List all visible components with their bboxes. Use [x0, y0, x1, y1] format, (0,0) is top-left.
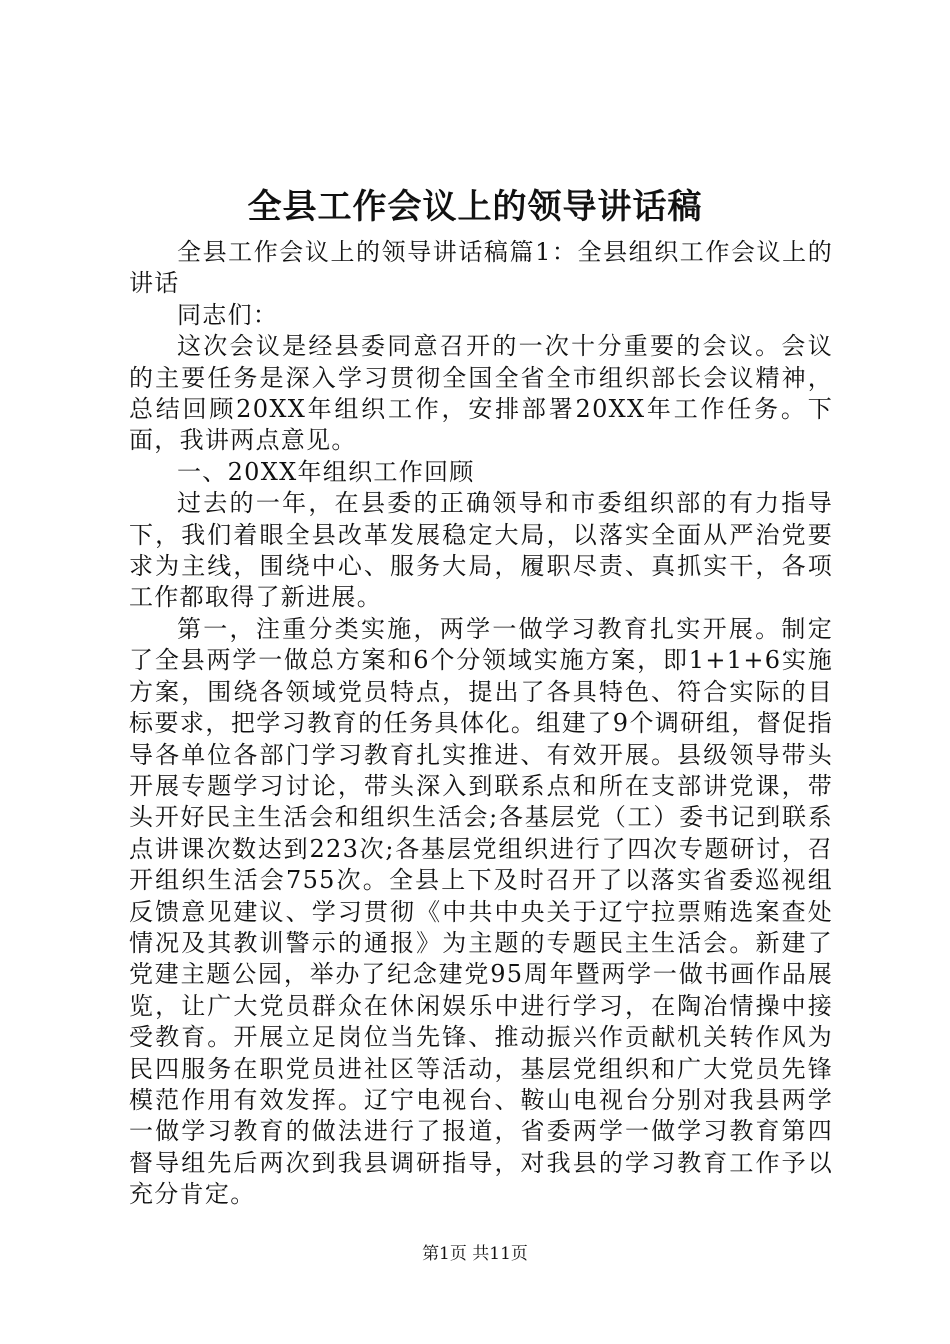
paragraph-salutation: 同志们： [177, 300, 279, 329]
paragraph-review: 过去的一年，在县委的正确领导和市委组织部的有力指导下，我们着眼全县改革发展稳定大局，以落实全面从严治党要求为主线，围绕中心、服务大局，履职尽责、真抓实干，各项工作都取得了新进展。 [129, 489, 833, 612]
section-heading: 一、20XX年组织工作回顾 [177, 457, 475, 486]
document-body [129, 237, 833, 1211]
paragraph-intro: 这次会议是经县委同意召开的一次十分重要的会议。会议的主要任务是深入学习贯彻全国全省全市组织部长会议精神，总结回顾20XX年组织工作，安排部署20XX年工作任务。下面，我讲两点意见。 [129, 332, 833, 455]
page-number-footer: 第1页 共11页 [422, 1244, 528, 1264]
document-title: 全县工作会议上的领导讲话稿 [247, 187, 703, 227]
paragraph-heading-line: 全县工作会议上的领导讲话稿篇1：全县组织工作会议上的讲话 [129, 238, 833, 298]
paragraph-first-point: 第一，注重分类实施，两学一做学习教育扎实开展。制定了全县两学一做总方案和6个分领域实施方案，即1+1+6实施方案，围绕各领域党员特点，提出了各具特色、符合实际的目标要求，把学习教育的任务具体化。组建了9个调研组，督促指导各单位各部门学习教育扎实推进、有效开展。县级领导带头开展专题学习讨论，带头深入到联系点和所在支部讲党课，带头开好民主生活会和组织生活会;各基层党（工）委书记到联系点讲课次数达到223次;各基层党组织进行了四次专题研讨，召开组织生活会755次。全县上下及时召开了以落实省委巡视组反馈意见建议、学习贯彻《中共中央关于辽宁拉票贿选案查处情况及其教训警示的通报》为主题的专题民主生活会。新建了党建主题公园，举办了纪念建党95周年暨两学一做书画作品展览，让广大党员群众在休闲娱乐中进行学习，在陶冶情操中接受教育。开展立足岗位当先锋、推动振兴作贡献机关转作风为民四服务在职党员进社区等活动，基层党组织和广大党员先锋模范作用有效发挥。辽宁电视台、鞍山电视台分别对我县两学一做学习教育的做法进行了报道，省委两学一做学习教育第四督导组先后两次到我县调研指导，对我县的学习教育工作予以充分肯定。 [129, 614, 833, 1209]
